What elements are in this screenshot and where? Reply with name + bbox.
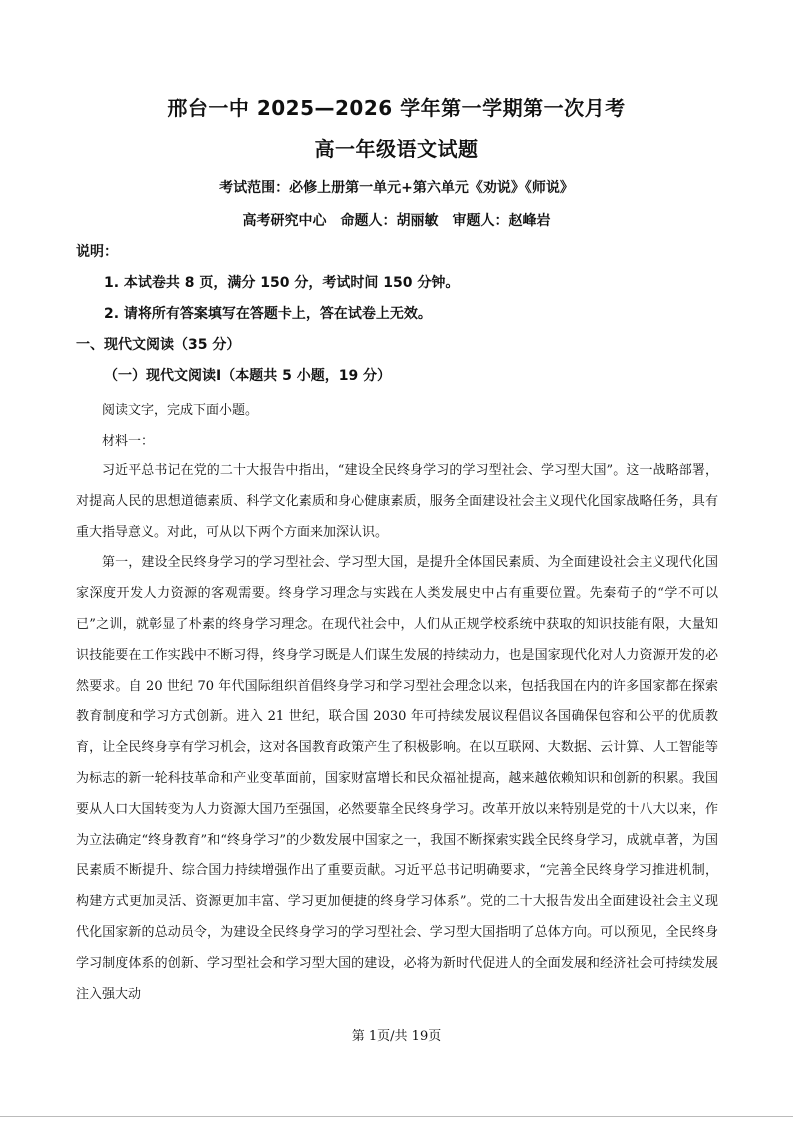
note-item-2: 2. 请将所有答案填写在答题卡上，答在试卷上无效。 <box>104 306 432 322</box>
exam-authors: 高考研究中心 命题人：胡丽敏 审题人：赵峰岩 <box>242 213 551 229</box>
reading-instruction: 阅读文字，完成下面小题。 <box>102 403 259 418</box>
passage-paragraph-1: 习近平总书记在党的二十大报告中指出，“建设全民终身学习的学习型社会、学习型大国”。这一战略部署，对提高人民的思想道德素质、科学文化素质和身心健康素质，服务全面建设社会主义现代化国家战略任务，具有重大指导意义。对此，可从以下两个方面来加深认识。 <box>76 463 718 540</box>
section-heading: 一、现代文阅读（35 分） <box>76 337 241 353</box>
page-number: 第 1页/共 19页 <box>351 1029 442 1044</box>
subsection-heading: （一）现代文阅读Ⅰ（本题共 5 小题，19 分） <box>104 368 392 384</box>
passage-paragraph-2: 第一，建设全民终身学习的学习型社会、学习型大国，是提升全体国民素质、为全面建设社会主义现代化国家深度开发人力资源的客观需要。终身学习理念与实践在人类发展史中占有重要位置。先秦荀子的“学不可以已”之训，就彰显了朴素的终身学习理念。在现代社会中，人们从正规学校系统中获取的知识技能有限，大量知识技能要在工作实践中不断习得，终身学习既是人们谋生发展的持续动力，也是国家现代化对人力资源开发的必然要求。自 20 世纪 70 年代国际组织首倡终身学习和学习型社会理念以来，包括我国在内的许多国家都在探索教育制度和学习方式创新。进入 21 世纪，联合国 2030 年可持续发展议程倡议各国确保包容和公平的优质教育，让全民终身享有学习机会，这对各国教育政策产生了积极影响。在以互联网、大数据、云计算、人工智能等为标志的新一轮科技革命和产业变革面前，国家财富增长和民众福祉提高，越来越依赖知识和创新的积累。我国要从人口大国转变为人力资源大国乃至强国，必然要靠全民终身学习。改革开放以来特别是党的十八大以来，作为立法确定“终身教育”和“终身学习”的少数发展中国家之一，我国不断探索实践全民终身学习，成就卓著，为国民素质不断提升、综合国力持续增强作出了重要贡献。习近平总书记明确要求，“完善全民终身学习推进机制，构建方式更加灵活、资源更加丰富、学习更加便捷的终身学习体系”。党的二十大报告发出全面建设社会主义现代化国家新的总动员令，为建设全民终身学习的学习型社会、学习型大国指明了总体方向。可以预见，全民终身学习制度体系的创新、学习型社会和学习型大国的建设，必将为新时代促进人的全面发展和经济社会可持续发展注入强大动 <box>76 555 718 1002</box>
notes-heading: 说明： <box>76 244 118 260</box>
exam-title: 邢台一中 2025—2026 学年第一学期第一次月考 <box>167 96 626 120</box>
note-item-1: 1. 本试卷共 8 页，满分 150 分，考试时间 150 分钟。 <box>104 275 460 291</box>
bottom-divider <box>0 1116 793 1117</box>
exam-scope: 考试范围：必修上册第一单元+第六单元《劝说》《师说》 <box>219 180 574 196</box>
exam-subject-title: 高一年级语文试题 <box>314 137 479 161</box>
material-label: 材料一： <box>102 434 155 449</box>
passage <box>76 456 718 1010</box>
